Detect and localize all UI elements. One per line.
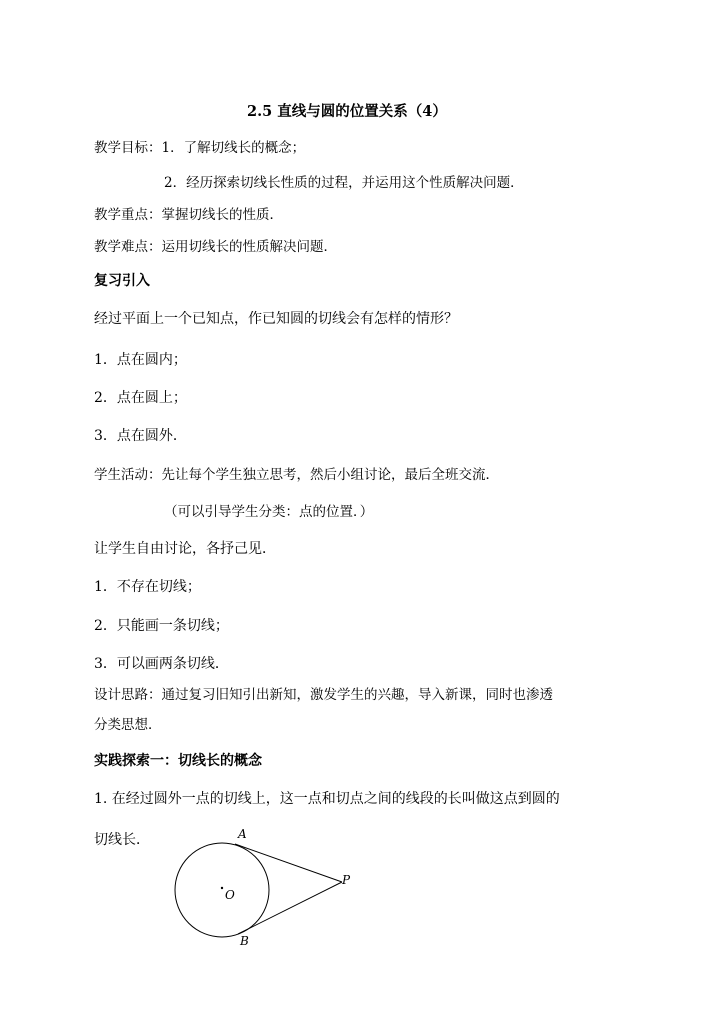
tangent-line-pb bbox=[238, 882, 342, 934]
section-heading-practice: 实践探索一：切线长的概念 bbox=[94, 753, 262, 769]
difficulty: 教学难点：运用切线长的性质解决问题． bbox=[94, 239, 337, 255]
activity-hint: （可以引导学生分类：点的位置．） bbox=[164, 504, 374, 520]
discussion-text: 让学生自由讨论，各抒己见． bbox=[94, 541, 276, 557]
section-heading-review: 复习引入 bbox=[94, 273, 150, 289]
answer-item-1: 1．不存在切线； bbox=[94, 579, 201, 595]
definition-line-1: 1. 在经过圆外一点的切线上，这一点和切点之间的线段的长叫做这点到圆的 bbox=[94, 791, 560, 807]
answer-item-3: 3．可以画两条切线． bbox=[94, 656, 229, 672]
objective-1: 教学目标：1．了解切线长的概念； bbox=[94, 140, 306, 156]
student-activity: 学生活动：先让每个学生独立思考，然后小组讨论，最后全班交流． bbox=[94, 467, 499, 483]
key-point: 教学重点：掌握切线长的性质． bbox=[94, 207, 283, 223]
circle-o bbox=[175, 843, 269, 937]
design-note-line-1: 设计思路：通过复习旧知引出新知，激发学生的兴趣，导入新课，同时也渗透 bbox=[94, 687, 553, 703]
tangent-line-pa bbox=[235, 844, 342, 882]
answer-item-2: 2．只能画一条切线； bbox=[94, 618, 229, 634]
design-note-line-2: 分类思想． bbox=[94, 717, 162, 733]
review-question: 经过平面上一个已知点，作已知圆的切线会有怎样的情形？ bbox=[94, 311, 458, 327]
case-item-1: 1．点在圆内； bbox=[94, 352, 187, 368]
case-item-2: 2．点在圆上； bbox=[94, 390, 187, 406]
objective-2: 2．经历探索切线长性质的过程，并运用这个性质解决问题． bbox=[164, 175, 524, 191]
case-item-3: 3．点在圆外． bbox=[94, 428, 187, 444]
label-p: P bbox=[342, 873, 351, 887]
label-a: A bbox=[238, 827, 247, 841]
center-point bbox=[221, 887, 223, 889]
tangent-figure bbox=[170, 825, 360, 950]
label-b: B bbox=[240, 934, 249, 948]
definition-line-2: 切线长． bbox=[94, 832, 150, 848]
page-title: 2.5 直线与圆的位置关系（4） bbox=[247, 103, 447, 120]
label-o: O bbox=[225, 888, 235, 902]
